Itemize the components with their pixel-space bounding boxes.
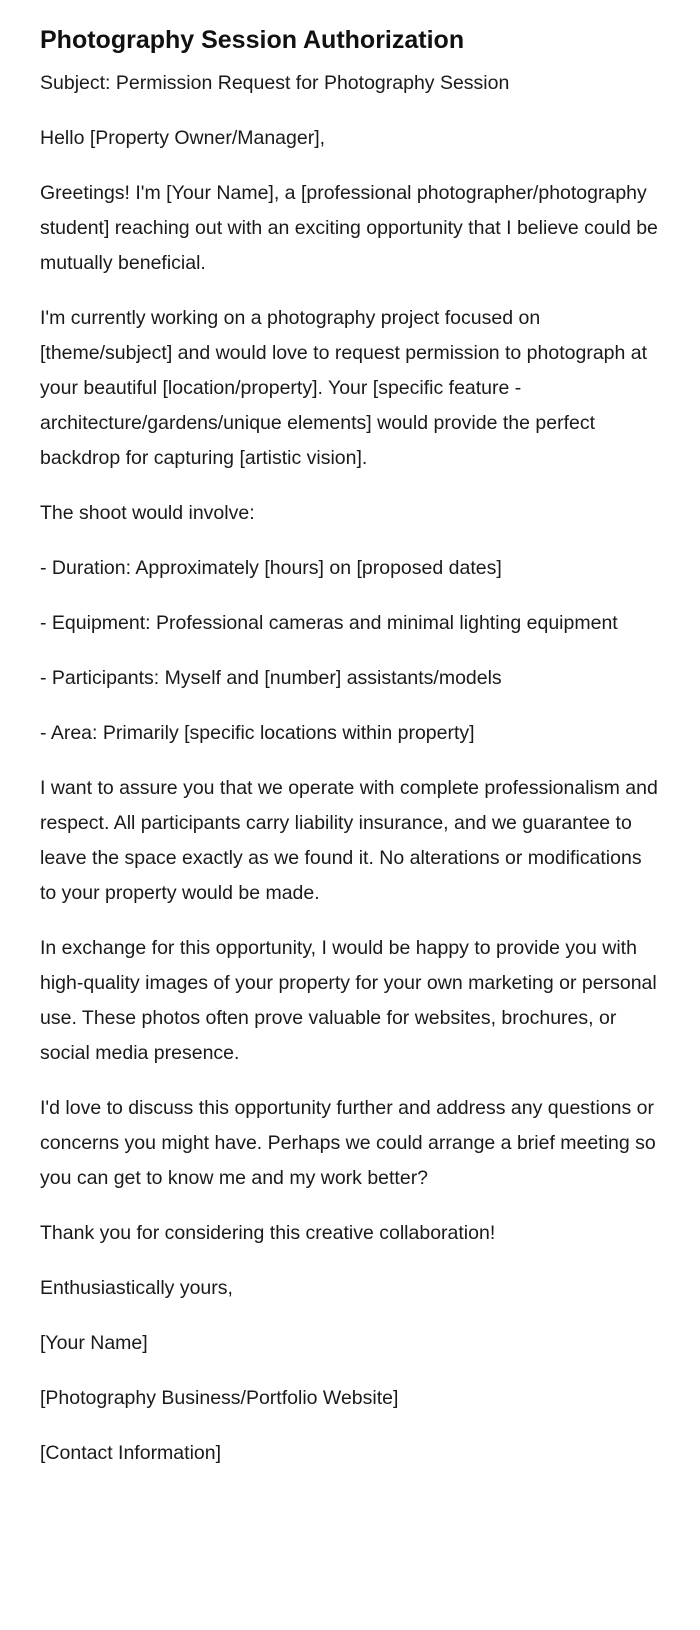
detail-duration: - Duration: Approximately [hours] on [proposed dates] (40, 557, 502, 579)
detail-participants: - Participants: Myself and [number] assistants/models (40, 667, 502, 689)
detail-area: - Area: Primarily [specific locations within property] (40, 722, 475, 744)
project-paragraph: I'm currently working on a photography project focused on [theme/subject] and would love to request permission to photograph at your beautiful [location/property]. Your [specific feature - architecture/gardens/unique elements] would provide the perfect backdrop for capturing [artistic vision]. (40, 307, 648, 469)
detail-equipment: - Equipment: Professional cameras and minimal lighting equipment (40, 612, 618, 634)
signature-contact: [Contact Information] (40, 1442, 222, 1464)
signature-website: [Photography Business/Portfolio Website] (40, 1387, 399, 1409)
signature-name: [Your Name] (40, 1332, 148, 1354)
shoot-details-heading: The shoot would involve: (40, 502, 255, 524)
document-title: Photography Session Authorization (40, 26, 465, 54)
thanks-line: Thank you for considering this creative collaboration! (40, 1222, 496, 1244)
intro-paragraph: Greetings! I'm [Your Name], a [professional photographer/photography student] reaching out with an exciting opportunity that I believe could be mutually beneficial. (40, 182, 658, 274)
salutation: Hello [Property Owner/Manager], (40, 127, 326, 149)
exchange-paragraph: In exchange for this opportunity, I would be happy to provide you with high-quality images of your property for your own marketing or personal use. These photos often prove valuable for websites, brochures, or social media presence. (40, 937, 657, 1064)
subject-line: Subject: Permission Request for Photography Session (40, 72, 510, 94)
assurance-paragraph: I want to assure you that we operate with complete professionalism and respect. All participants carry liability insurance, and we guarantee to leave the space exactly as we found it. No alterations or modifications to your property would be made. (40, 777, 658, 904)
discussion-paragraph: I'd love to discuss this opportunity further and address any questions or concerns you might have. Perhaps we could arrange a brief meeting so you can get to know me and my work better? (40, 1097, 656, 1189)
closing: Enthusiastically yours, (40, 1277, 233, 1299)
